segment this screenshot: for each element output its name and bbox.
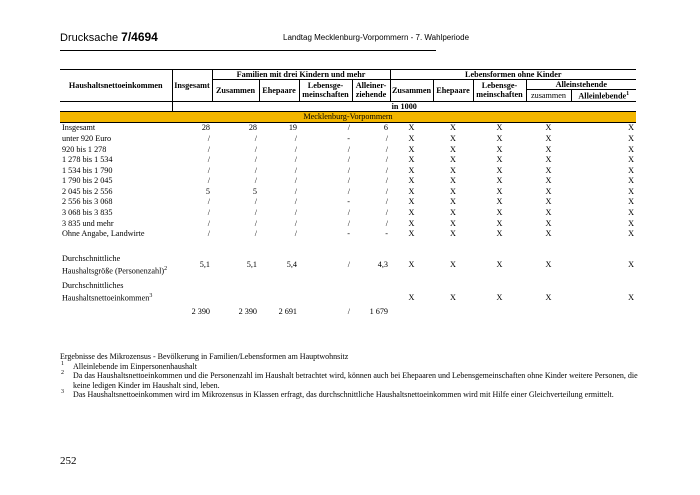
cell: /: [385, 208, 388, 218]
cell: /: [347, 165, 350, 175]
cell: /: [347, 307, 350, 317]
cell: X: [408, 176, 415, 186]
header-zusammen: Zusammen: [212, 80, 259, 102]
header-alleinerziehende: Alleiner-ziehende: [352, 80, 390, 102]
table-row: [60, 155, 636, 166]
cell: X: [450, 123, 456, 133]
cell: X: [450, 197, 456, 207]
cell: X: [450, 165, 456, 175]
cell: /: [347, 123, 350, 133]
avg-size-row: [60, 254, 636, 277]
cell: X: [450, 155, 456, 165]
cell: X: [408, 218, 415, 228]
cell: 5,4: [286, 259, 297, 269]
cell: /: [294, 165, 297, 175]
cell: /: [294, 229, 297, 239]
cell: X: [496, 165, 503, 175]
cell: /: [347, 144, 350, 154]
cell: /: [254, 176, 257, 186]
cell: /: [254, 165, 257, 175]
cell: 2 390: [238, 307, 257, 317]
row-label: 3 835 und mehr: [62, 218, 114, 228]
cell: X: [545, 176, 552, 186]
cell: X: [450, 292, 456, 302]
cell: /: [347, 218, 350, 228]
header-lebensgemeinschaften: Lebensge-meinschaften: [299, 80, 352, 102]
cell: 2 691: [278, 307, 297, 317]
cell: X: [496, 133, 503, 143]
cell: /: [347, 176, 350, 186]
header-ehepaare-2: Ehepaare: [433, 80, 473, 102]
cell: /: [207, 155, 210, 165]
cell: X: [628, 292, 635, 302]
table-row: [60, 187, 636, 198]
cell: /: [294, 155, 297, 165]
document-number: 7/4694: [121, 30, 158, 44]
cell: 6: [383, 123, 388, 133]
income-table: [60, 69, 636, 318]
header-alleinlebende: Alleinlebende$^1$: [571, 90, 636, 102]
cell: /: [254, 133, 257, 143]
header-income: Haushaltsnettoeinkommen: [68, 80, 163, 90]
cell: X: [545, 208, 552, 218]
cell: X: [408, 208, 415, 218]
cell: X: [628, 155, 635, 165]
table-row: [60, 145, 636, 156]
table-row: [60, 166, 636, 177]
cell: X: [545, 123, 552, 133]
cell: X: [408, 197, 415, 207]
cell: X: [628, 176, 635, 186]
cell: X: [545, 218, 552, 228]
cell: 5: [205, 186, 210, 196]
cell: /: [207, 165, 210, 175]
cell: /: [207, 144, 210, 154]
cell: 19: [288, 123, 297, 133]
cell: 5,1: [246, 259, 257, 269]
cell: X: [545, 259, 552, 269]
cell: /: [254, 229, 257, 239]
cell: /: [294, 186, 297, 196]
cell: /: [385, 133, 388, 143]
cell: X: [545, 197, 552, 207]
cell: /: [385, 165, 388, 175]
cell: /: [294, 144, 297, 154]
cell: X: [545, 144, 552, 154]
cell: X: [408, 292, 415, 302]
cell: X: [450, 229, 456, 239]
cell: /: [385, 197, 388, 207]
header-rule: [60, 50, 436, 51]
cell: X: [545, 165, 552, 175]
cell: /: [294, 197, 297, 207]
page-number: 252: [60, 455, 77, 467]
cell: X: [496, 292, 503, 302]
cell: /: [347, 259, 350, 269]
cell: /: [254, 218, 257, 228]
footnote-3: 3 Das Haushaltsnettoeinkommen wird im Mikrozensus in Klassen erfragt, das durchschnittliche Haushaltsnettoeinkommen wird mit Hilfe einer Gleichverteilung ermittelt.: [61, 389, 614, 400]
cell: /: [207, 218, 210, 228]
cell: X: [408, 186, 415, 196]
cell: /: [347, 186, 350, 196]
cell: X: [450, 186, 456, 196]
cell: /: [385, 186, 388, 196]
cell: /: [294, 218, 297, 228]
region-band: Mecklenburg-Vorpommern: [60, 111, 636, 123]
avg-size-label: Durchschnittliche Haushaltsgröße (Personenzahl)$^2$: [62, 253, 168, 276]
table-row: [60, 229, 636, 240]
cell: /: [254, 155, 257, 165]
table-row: [60, 208, 636, 219]
cell: X: [408, 144, 415, 154]
avg-income-row: [60, 307, 636, 318]
row-label: 1 534 bis 1 790: [62, 165, 113, 175]
cell: X: [450, 208, 456, 218]
cell: 5: [252, 186, 257, 196]
table-row: [60, 176, 636, 187]
cell: X: [496, 229, 503, 239]
header-total: Insgesamt: [172, 70, 212, 102]
cell: X: [628, 123, 635, 133]
cell: X: [408, 155, 415, 165]
cell: X: [450, 133, 456, 143]
cell: 28: [248, 123, 257, 133]
cell: -: [385, 229, 388, 239]
cell: /: [385, 218, 388, 228]
row-label: 2 045 bis 2 556: [62, 186, 113, 196]
cell: 4,3: [377, 259, 388, 269]
cell: X: [408, 259, 415, 269]
row-label: Ohne Angabe, Landwirte: [62, 229, 145, 239]
row-label: 2 556 bis 3 068: [62, 197, 113, 207]
header-zusammen-2: Zusammen: [390, 80, 433, 102]
cell: X: [408, 133, 415, 143]
cell: X: [628, 165, 635, 175]
cell: X: [628, 208, 635, 218]
cell: /: [254, 208, 257, 218]
cell: X: [450, 176, 456, 186]
avg-income-label: Durchschnittliches Haushaltsnettoeinkommen$^3$: [62, 280, 153, 303]
row-label: 3 068 bis 3 835: [62, 208, 113, 218]
cell: X: [496, 186, 503, 196]
cell: 1 679: [369, 307, 388, 317]
cell: -: [347, 133, 350, 143]
cell: X: [450, 144, 456, 154]
cell: /: [347, 208, 350, 218]
cell: X: [450, 259, 456, 269]
cell: X: [450, 218, 456, 228]
cell: -: [347, 229, 350, 239]
header-group-nochild: Lebensformen ohne Kinder: [390, 70, 636, 80]
cell: /: [294, 176, 297, 186]
cell: /: [347, 155, 350, 165]
header-group-alleinstehende: Alleinstehende: [526, 80, 636, 90]
document-label: Drucksache 7/4694: [60, 30, 158, 44]
cell: X: [628, 229, 635, 239]
header-lebensgemeinschaften-2: Lebensge-meinschaften: [473, 80, 526, 102]
table-row: [60, 219, 636, 230]
cell: X: [545, 229, 552, 239]
cell: /: [254, 144, 257, 154]
cell: /: [385, 176, 388, 186]
cell: 28: [201, 123, 210, 133]
table-row: [60, 123, 636, 134]
cell: 5,1: [199, 259, 210, 269]
cell: X: [496, 176, 503, 186]
cell: -: [347, 197, 350, 207]
cell: X: [408, 229, 415, 239]
cell: X: [628, 186, 635, 196]
table-row: [60, 134, 636, 145]
cell: /: [294, 133, 297, 143]
header-ehepaare: Ehepaare: [259, 80, 299, 102]
cell: X: [496, 197, 503, 207]
table-row: [60, 197, 636, 208]
cell: X: [545, 186, 552, 196]
cell: /: [254, 197, 257, 207]
avg-income-label-row: [60, 281, 636, 304]
cell: X: [628, 144, 635, 154]
cell: X: [628, 259, 635, 269]
footnote-2: 2 Da das Haushaltsnettoeinkommen und die Personenzahl im Haushalt betrachtet wird, können auch bei Ehepaaren und Lebensgemeinschaften ohne Kinder weitere Personen, die keine ledigen Kinder im Haushalt sind, leben.: [61, 370, 638, 390]
cell: /: [207, 176, 210, 186]
row-label: Insgesamt: [62, 123, 96, 133]
cell: /: [207, 208, 210, 218]
cell: /: [207, 197, 210, 207]
cell: X: [496, 259, 503, 269]
row-label: unter 920 Euro: [62, 133, 112, 143]
row-label: 1 790 bis 2 045: [62, 176, 113, 186]
row-label: 920 bis 1 278: [62, 144, 107, 154]
cell: 2 390: [191, 307, 210, 317]
cell: /: [207, 133, 210, 143]
header-alle-zusammen: zusammen: [526, 90, 571, 102]
footnote-1: 1 Alleinlebende im Einpersonenhaushalt: [61, 360, 197, 371]
row-label: 1 278 bis 1 534: [62, 155, 113, 165]
cell: /: [294, 208, 297, 218]
source-note: Ergebnisse des Mikrozensus - Bevölkerung in Familien/Lebensformen am Hauptwohnsitz: [60, 352, 349, 361]
cell: X: [496, 208, 503, 218]
cell: X: [496, 123, 503, 133]
cell: X: [496, 218, 503, 228]
cell: X: [545, 155, 552, 165]
notes: [60, 352, 650, 400]
cell: /: [207, 229, 210, 239]
cell: X: [408, 165, 415, 175]
unit-label: in 1000: [172, 101, 636, 111]
cell: X: [628, 197, 635, 207]
cell: X: [408, 123, 415, 133]
cell: X: [628, 218, 635, 228]
cell: X: [545, 292, 552, 302]
cell: X: [496, 155, 503, 165]
parliament-title: Landtag Mecklenburg-Vorpommern - 7. Wahlperiode: [283, 33, 470, 42]
cell: X: [628, 133, 635, 143]
cell: X: [496, 144, 503, 154]
header-group-families: Familien mit drei Kindern und mehr: [212, 70, 390, 80]
cell: /: [385, 155, 388, 165]
cell: /: [385, 144, 388, 154]
cell: X: [545, 133, 552, 143]
